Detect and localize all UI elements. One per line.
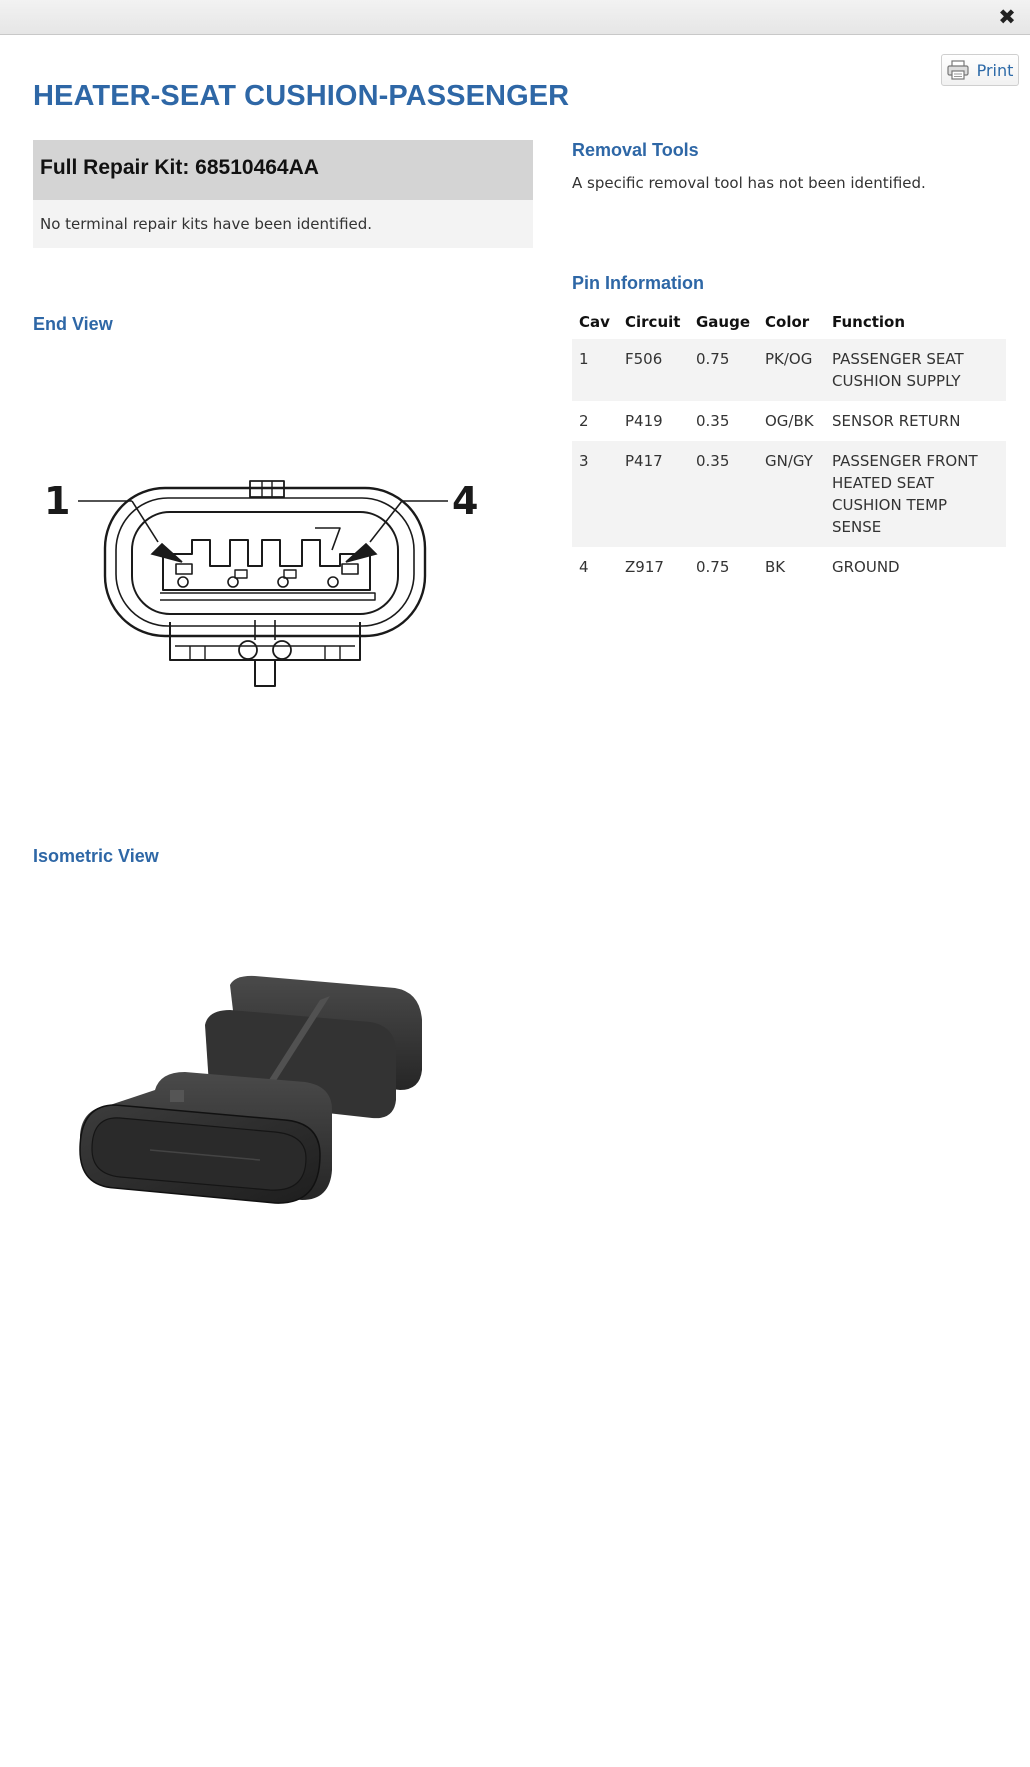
print-label: Print <box>976 60 1014 80</box>
removal-tools-heading: Removal Tools <box>572 140 699 160</box>
table-row <box>572 401 1006 441</box>
table-row <box>572 339 1006 401</box>
cell-function: PASSENGER FRONT HEATED SEAT CUSHION TEMP SENSE <box>825 441 1006 547</box>
cell-circuit: Z917 <box>625 558 664 576</box>
column-header-gauge: Gauge <box>696 313 751 331</box>
cell-circuit: P417 <box>618 441 689 547</box>
cell-cav: 1 <box>572 339 618 401</box>
isometric-view-heading: Isometric View <box>33 846 159 866</box>
pin-4-label: 4 <box>452 479 479 523</box>
connector-isometric-drawing <box>70 960 470 1260</box>
cell-gauge: 0.35 <box>689 441 758 547</box>
column-header-function: Function <box>832 313 906 331</box>
page-title: HEATER-SEAT CUSHION-PASSENGER <box>33 80 570 112</box>
cell-color: OG/BK <box>765 412 814 430</box>
cell-circuit: F506 <box>618 339 689 401</box>
pin-1-label: 1 <box>44 479 71 523</box>
cell-circuit: P419 <box>625 412 663 430</box>
connector-end-view-drawing <box>40 470 500 730</box>
close-icon: ✖ <box>998 5 1016 29</box>
cell-gauge: 0.75 <box>696 558 730 576</box>
column-header-circuit: Circuit <box>625 313 681 331</box>
table-row <box>572 441 1006 547</box>
printer-icon <box>947 60 969 80</box>
column-header-cav: Cav <box>579 313 610 331</box>
cell-color: BK <box>765 558 786 576</box>
pin-table-header-row <box>572 306 1006 339</box>
close-button[interactable] <box>994 4 1020 30</box>
repair-kit-panel <box>33 140 533 248</box>
cell-cav: 3 <box>572 441 618 547</box>
modal-top-bar <box>0 0 1030 35</box>
repair-kit-body: No terminal repair kits have been identified. <box>33 200 533 248</box>
cell-color: GN/GY <box>758 441 825 547</box>
end-view-heading: End View <box>33 314 113 334</box>
cell-cav: 4 <box>579 558 589 576</box>
cell-color: PK/OG <box>758 339 825 401</box>
removal-tools-text: A specific removal tool has not been identified. <box>572 174 926 192</box>
cell-gauge: 0.35 <box>696 412 730 430</box>
cell-function: PASSENGER SEAT CUSHION SUPPLY <box>825 339 1006 401</box>
repair-kit-header: Full Repair Kit: 68510464AA <box>33 140 533 200</box>
cell-gauge: 0.75 <box>689 339 758 401</box>
column-header-color: Color <box>765 313 810 331</box>
pin-information-heading: Pin Information <box>572 273 704 293</box>
print-button[interactable] <box>941 54 1019 86</box>
cell-cav: 2 <box>579 412 589 430</box>
table-row <box>572 547 1006 587</box>
cell-function: SENSOR RETURN <box>832 412 961 430</box>
cell-function: GROUND <box>832 558 900 576</box>
pin-table <box>572 306 1006 587</box>
